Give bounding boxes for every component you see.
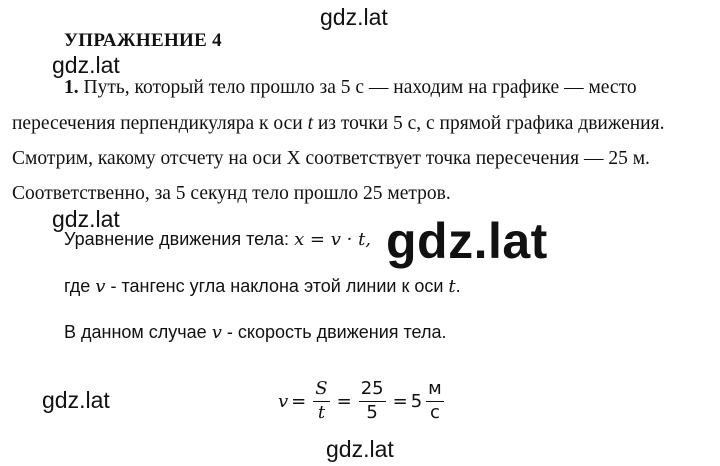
equation-line — [64, 229, 371, 250]
where-b: - тангенс угла наклона этой линии к оси — [105, 276, 449, 296]
formula-result: 5 — [410, 390, 423, 412]
fraction-1-numerator: S — [313, 380, 329, 402]
watermark-left-3: gdz.lat — [42, 387, 110, 413]
paragraph-line-4: Соответственно, за 5 секунд тело прошло 25 метров. — [12, 183, 451, 204]
line-2-text-a: пересечения перпендикуляра к оси — [12, 113, 308, 134]
formula-eq-2: = — [336, 390, 352, 412]
velocity-formula — [278, 370, 448, 432]
where-a: где — [64, 276, 96, 296]
watermark-left-2: gdz.lat — [52, 206, 120, 232]
formula-eq-3: = — [392, 390, 408, 412]
unit-denominator: с — [430, 401, 440, 423]
case-line — [64, 322, 447, 343]
paragraph-line-1 — [64, 77, 637, 99]
equation-label: Уравнение движения тела: — [64, 229, 295, 249]
where-c: . — [455, 276, 461, 296]
where-var-t: t — [448, 276, 456, 297]
where-var-v: v — [95, 276, 106, 297]
unit-numerator: м — [426, 380, 444, 402]
case-a: В данном случае — [64, 322, 212, 342]
item-number: 1. — [64, 77, 79, 98]
fraction-1-denominator: t — [317, 401, 326, 423]
equation-formula: x = v · t, — [294, 229, 372, 250]
where-line — [64, 276, 461, 297]
fraction-2-denominator: 5 — [366, 401, 378, 423]
case-b: - скорость движения тела. — [221, 322, 447, 342]
watermark-bottom: gdz.lat — [326, 436, 394, 462]
line-1-text: Путь, который тело прошло за 5 с — находим на графике — место — [78, 77, 637, 98]
axis-t: t — [307, 113, 313, 134]
paragraph-line-2 — [12, 113, 664, 135]
paragraph-line-3: Смотрим, какому отсчету на оси X соответствует точка пересечения — 25 м. — [12, 148, 650, 169]
formula-eq-1: = — [291, 390, 307, 412]
fraction-s-over-t — [313, 377, 329, 423]
fraction-25-over-5 — [359, 377, 386, 423]
fraction-2-numerator: 25 — [359, 380, 386, 402]
watermark-big: gdz.lat — [386, 213, 548, 269]
case-var-v: v — [211, 322, 222, 343]
formula-lhs: v — [278, 390, 289, 412]
watermark-left-1: gdz.lat — [52, 52, 120, 78]
fraction-units — [426, 377, 444, 423]
exercise-title: УПРАЖНЕНИЕ 4 — [64, 30, 222, 51]
watermark-top: gdz.lat — [320, 4, 388, 30]
line-2-text-b: из точки 5 с, с прямой графика движения. — [313, 113, 665, 134]
